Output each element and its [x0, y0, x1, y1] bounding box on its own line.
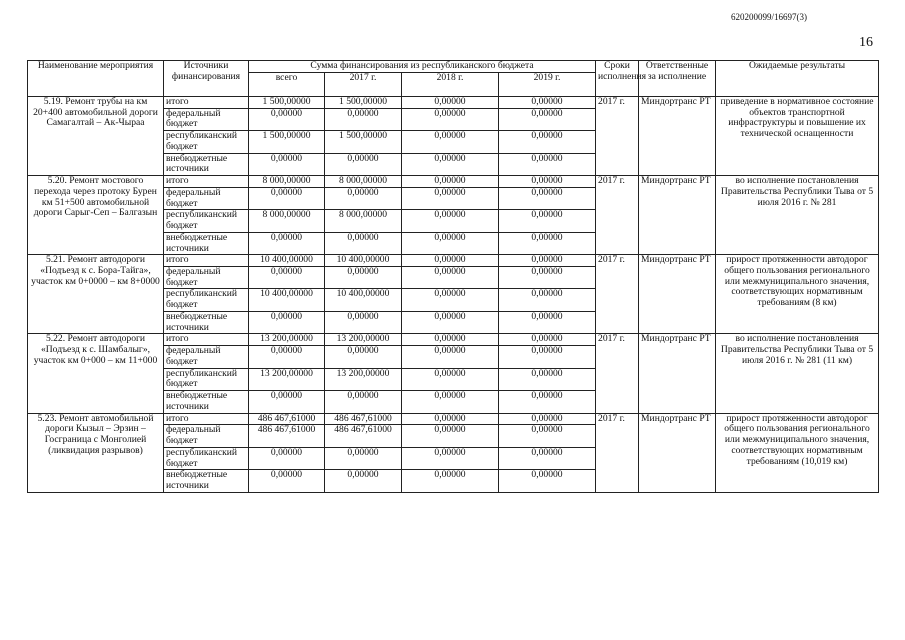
- amount-cell: 0,00000: [499, 153, 596, 175]
- amount-cell: 486 467,61000: [249, 425, 325, 447]
- amount-cell: 0,00000: [249, 470, 325, 492]
- amount-cell: 0,00000: [325, 447, 402, 469]
- source-republic: республиканский бюджет: [164, 368, 249, 390]
- expected-result: прирост протяженности автодорог общего пользования регионального или межмуниципального значения, соответствующих нормативным требованиям (8 км): [716, 255, 879, 334]
- amount-cell: 0,00000: [402, 97, 499, 109]
- expected-result: во исполнение постановления Правительства Республики Тыва от 5 июля 2016 г. № 281: [716, 176, 879, 255]
- header-2018: 2018 г.: [402, 73, 499, 97]
- document-id: 620200099/16697(3): [731, 12, 807, 22]
- amount-cell: 0,00000: [402, 311, 499, 333]
- amount-cell: 0,00000: [249, 187, 325, 209]
- amount-cell: 0,00000: [499, 368, 596, 390]
- amount-cell: 0,00000: [325, 470, 402, 492]
- amount-cell: 13 200,00000: [249, 368, 325, 390]
- period: 2017 г.: [596, 97, 639, 176]
- page-number: 16: [859, 35, 873, 50]
- source-republic: республиканский бюджет: [164, 447, 249, 469]
- amount-cell: 10 400,00000: [249, 289, 325, 311]
- amount-cell: 8 000,00000: [325, 210, 402, 232]
- header-responsible: Ответственные за исполнение: [639, 61, 716, 97]
- amount-cell: 0,00000: [325, 391, 402, 413]
- responsible: Миндортранс РТ: [639, 413, 716, 492]
- source-federal: федеральный бюджет: [164, 425, 249, 447]
- amount-cell: 0,00000: [499, 232, 596, 254]
- source-offbudget: внебюджетные источники: [164, 391, 249, 413]
- header-sources: Источники финансирования: [164, 61, 249, 97]
- header-results: Ожидаемые результаты: [716, 61, 879, 97]
- amount-cell: 10 400,00000: [249, 255, 325, 267]
- amount-cell: 0,00000: [402, 425, 499, 447]
- amount-cell: 0,00000: [499, 447, 596, 469]
- amount-cell: 0,00000: [402, 447, 499, 469]
- source-total: итого: [164, 334, 249, 346]
- amount-cell: 0,00000: [499, 108, 596, 130]
- amount-cell: 1 500,00000: [249, 97, 325, 109]
- table-row: [28, 176, 879, 188]
- header-period: Сроки исполнения: [596, 61, 639, 97]
- amount-cell: 0,00000: [325, 232, 402, 254]
- source-offbudget: внебюджетные источники: [164, 232, 249, 254]
- amount-cell: 1 500,00000: [325, 97, 402, 109]
- header-amount-group: Сумма финансирования из республиканского бюджета: [249, 61, 596, 73]
- period: 2017 г.: [596, 413, 639, 492]
- amount-cell: 10 400,00000: [325, 255, 402, 267]
- amount-cell: 0,00000: [402, 187, 499, 209]
- amount-cell: 8 000,00000: [249, 176, 325, 188]
- expected-result: приведение в нормативное состояние объектов транспортной инфраструктуры и повышение их технической оснащенности: [716, 97, 879, 176]
- header-event: Наименование мероприятия: [28, 61, 164, 97]
- amount-cell: 0,00000: [402, 176, 499, 188]
- amount-cell: 0,00000: [499, 176, 596, 188]
- amount-cell: 0,00000: [499, 187, 596, 209]
- amount-cell: 0,00000: [402, 153, 499, 175]
- source-federal: федеральный бюджет: [164, 267, 249, 289]
- event-name: 5.22. Ремонт автодороги «Подъезд к с. Шамбалыг», участок км 0+000 – км 11+000: [28, 334, 164, 413]
- amount-cell: 0,00000: [499, 311, 596, 333]
- period: 2017 г.: [596, 176, 639, 255]
- amount-cell: 0,00000: [499, 210, 596, 232]
- amount-cell: 0,00000: [402, 346, 499, 368]
- source-republic: республиканский бюджет: [164, 289, 249, 311]
- amount-cell: 0,00000: [402, 232, 499, 254]
- amount-cell: 0,00000: [249, 346, 325, 368]
- amount-cell: 0,00000: [402, 334, 499, 346]
- source-republic: республиканский бюджет: [164, 131, 249, 153]
- responsible: Миндортранс РТ: [639, 97, 716, 176]
- amount-cell: 0,00000: [325, 346, 402, 368]
- amount-cell: 1 500,00000: [325, 131, 402, 153]
- amount-cell: 0,00000: [499, 97, 596, 109]
- event-name: 5.23. Ремонт автомобильной дороги Кызыл – Эрзин – Госграница с Монголией (ликвидация разрывов): [28, 413, 164, 492]
- event-name: 5.19. Ремонт трубы на км 20+400 автомобильной дороги Самагалтай – Ак-Чыраа: [28, 97, 164, 176]
- amount-cell: 486 467,61000: [325, 425, 402, 447]
- expected-result: прирост протяженности автодорог общего пользования регионального или межмуниципального значения, соответствующих нормативным требованиям (10,019 км): [716, 413, 879, 492]
- event-name: 5.21. Ремонт автодороги «Подъезд к с. Бора-Тайга», участок км 0+0000 – км 8+0000: [28, 255, 164, 334]
- amount-cell: 0,00000: [402, 255, 499, 267]
- amount-cell: 486 467,61000: [325, 413, 402, 425]
- amount-cell: 0,00000: [402, 470, 499, 492]
- amount-cell: 0,00000: [249, 108, 325, 130]
- amount-cell: 0,00000: [402, 210, 499, 232]
- amount-cell: 0,00000: [499, 470, 596, 492]
- amount-cell: 0,00000: [499, 334, 596, 346]
- amount-cell: 0,00000: [325, 108, 402, 130]
- amount-cell: 8 000,00000: [325, 176, 402, 188]
- amount-cell: 0,00000: [249, 447, 325, 469]
- amount-cell: 0,00000: [249, 153, 325, 175]
- source-total: итого: [164, 413, 249, 425]
- table-row: [28, 334, 879, 346]
- amount-cell: 0,00000: [499, 267, 596, 289]
- amount-cell: 0,00000: [325, 311, 402, 333]
- table-row: [28, 97, 879, 109]
- amount-cell: 13 200,00000: [325, 368, 402, 390]
- source-offbudget: внебюджетные источники: [164, 470, 249, 492]
- amount-cell: 0,00000: [325, 187, 402, 209]
- amount-cell: 0,00000: [499, 346, 596, 368]
- amount-cell: 486 467,61000: [249, 413, 325, 425]
- responsible: Миндортранс РТ: [639, 176, 716, 255]
- amount-cell: 0,00000: [402, 267, 499, 289]
- expected-result: во исполнение постановления Правительства Республики Тыва от 5 июля 2016 г. № 281 (11 км): [716, 334, 879, 413]
- amount-cell: 0,00000: [499, 413, 596, 425]
- amount-cell: 13 200,00000: [325, 334, 402, 346]
- amount-cell: 0,00000: [249, 232, 325, 254]
- amount-cell: 1 500,00000: [249, 131, 325, 153]
- header-total: всего: [249, 73, 325, 97]
- table-row: [28, 413, 879, 425]
- amount-cell: 0,00000: [402, 413, 499, 425]
- amount-cell: 13 200,00000: [249, 334, 325, 346]
- amount-cell: 0,00000: [249, 391, 325, 413]
- source-federal: федеральный бюджет: [164, 187, 249, 209]
- amount-cell: 10 400,00000: [325, 289, 402, 311]
- responsible: Миндортранс РТ: [639, 334, 716, 413]
- source-total: итого: [164, 97, 249, 109]
- amount-cell: 0,00000: [402, 368, 499, 390]
- table-row: [28, 255, 879, 267]
- source-federal: федеральный бюджет: [164, 108, 249, 130]
- source-offbudget: внебюджетные источники: [164, 153, 249, 175]
- period: 2017 г.: [596, 334, 639, 413]
- amount-cell: 0,00000: [402, 391, 499, 413]
- amount-cell: 0,00000: [499, 289, 596, 311]
- amount-cell: 0,00000: [499, 131, 596, 153]
- source-total: итого: [164, 255, 249, 267]
- period: 2017 г.: [596, 255, 639, 334]
- amount-cell: 0,00000: [499, 255, 596, 267]
- amount-cell: 0,00000: [499, 425, 596, 447]
- amount-cell: 0,00000: [402, 289, 499, 311]
- event-name: 5.20. Ремонт мостового перехода через протоку Бурен км 51+500 автомобильной дороги Сарыг-Сеп – Балгазын: [28, 176, 164, 255]
- amount-cell: 0,00000: [499, 391, 596, 413]
- source-offbudget: внебюджетные источники: [164, 311, 249, 333]
- header-2017: 2017 г.: [325, 73, 402, 97]
- amount-cell: 0,00000: [402, 108, 499, 130]
- header-2019: 2019 г.: [499, 73, 596, 97]
- amount-cell: 0,00000: [325, 153, 402, 175]
- amount-cell: 0,00000: [249, 267, 325, 289]
- source-republic: республиканский бюджет: [164, 210, 249, 232]
- amount-cell: 0,00000: [325, 267, 402, 289]
- source-total: итого: [164, 176, 249, 188]
- amount-cell: 0,00000: [249, 311, 325, 333]
- amount-cell: 0,00000: [402, 131, 499, 153]
- source-federal: федеральный бюджет: [164, 346, 249, 368]
- responsible: Миндортранс РТ: [639, 255, 716, 334]
- financing-table: [27, 60, 879, 493]
- amount-cell: 8 000,00000: [249, 210, 325, 232]
